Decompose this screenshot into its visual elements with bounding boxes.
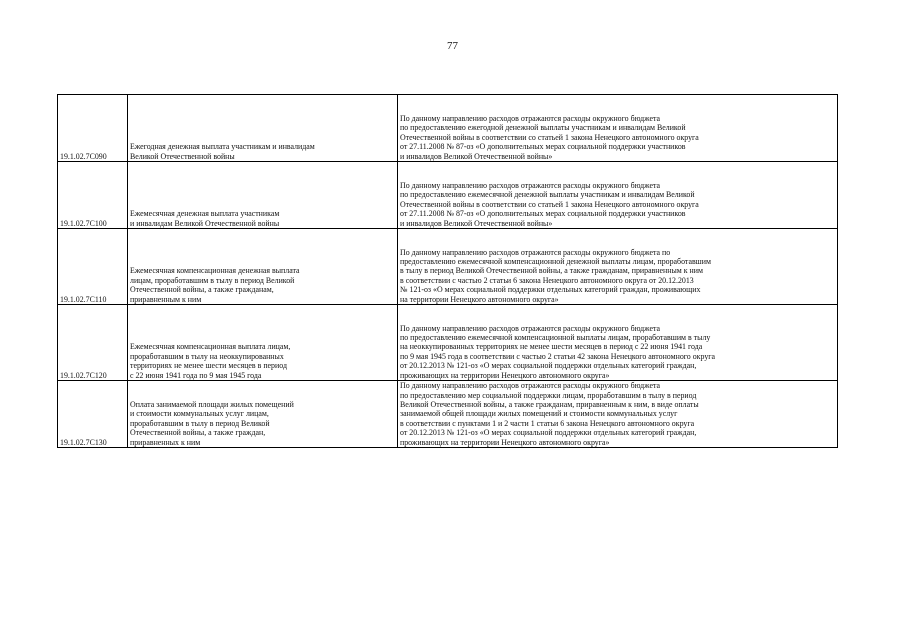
row-code: 19.1.02.7С110 xyxy=(58,229,128,305)
row-description xyxy=(398,162,838,229)
row-name xyxy=(128,229,398,305)
name-line: Отечественной войны, а также граждан, xyxy=(130,428,266,438)
description-line: по 9 мая 1945 года в соответствии с частью 2 статьи 42 закона Ненецкого автономного округа xyxy=(400,351,716,361)
row-name xyxy=(128,162,398,229)
table-row xyxy=(58,162,838,229)
row-code: 19.1.02.7С130 xyxy=(58,381,128,448)
name-line: Отечественной войны, а также гражданам, xyxy=(130,285,274,295)
description-line: и инвалидов Великой Отечественной войны» xyxy=(400,218,553,228)
row-code: 19.1.02.7С090 xyxy=(58,95,128,162)
name-line: проработавшим в тылу на неоккупированных xyxy=(130,351,284,361)
description-line: предоставлению ежемесячной компенсационной денежной выплаты лицам, проработавшим xyxy=(400,256,711,266)
row-description xyxy=(398,229,838,305)
page-number: 77 xyxy=(447,40,458,52)
description-line: в тылу в период Великой Отечественной войны, а также гражданам, приравненным к ним xyxy=(400,266,703,276)
description-line: по предоставлению ежемесячной денежной выплаты участникам и инвалидам Великой xyxy=(400,190,695,200)
name-line: приравненных к ним xyxy=(130,437,201,447)
description-line: по предоставлению ежегодной денежной выплаты участникам и инвалидам Великой xyxy=(400,123,686,133)
description-line: по предоставлению мер социальной поддержки лицам, проработавшим в тылу в период xyxy=(400,390,697,400)
name-line: Великой Отечественной войны xyxy=(130,151,235,161)
budget-classification-table xyxy=(57,94,838,448)
description-line: по предоставлению ежемесячной компенсационной выплаты лицам, проработавшим в тылу xyxy=(400,332,711,342)
row-description xyxy=(398,305,838,381)
description-line: и инвалидов Великой Отечественной войны» xyxy=(400,151,553,161)
name-line: Ежемесячная компенсационная денежная выплата xyxy=(130,266,300,276)
description-line: По данному направлению расходов отражаются расходы окружного бюджета xyxy=(400,180,660,190)
table-row xyxy=(58,305,838,381)
description-line: По данному направлению расходов отражаются расходы окружного бюджета по xyxy=(400,247,671,257)
description-line: от 20.12.2013 № 121-оз «О мерах социальной поддержки отдельных категорий граждан, xyxy=(400,428,697,438)
description-line: Отечественной войны в соответствии со статьей 1 закона Ненецкого автономного округа xyxy=(400,132,699,142)
name-line: с 22 июня 1941 года по 9 мая 1945 года xyxy=(130,370,262,380)
description-line: По данному направлению расходов отражаются расходы окружного бюджета xyxy=(400,113,660,123)
name-line: проработавшим в тылу в период Великой xyxy=(130,418,270,428)
description-line: По данному направлению расходов отражаются расходы окружного бюджета xyxy=(400,381,660,391)
name-line: Ежемесячная денежная выплата участникам xyxy=(130,209,280,219)
row-name xyxy=(128,305,398,381)
name-line: Ежемесячная компенсационная выплата лицам, xyxy=(130,342,291,352)
description-line: проживающих на территории Ненецкого автономного округа» xyxy=(400,370,610,380)
name-line: и инвалидам Великой Отечественной войны xyxy=(130,218,280,228)
row-code: 19.1.02.7С120 xyxy=(58,305,128,381)
description-line: Отечественной войны в соответствии со статьей 1 закона Ненецкого автономного округа xyxy=(400,199,699,209)
table-row xyxy=(58,381,838,448)
table-row xyxy=(58,95,838,162)
description-line: в соответствии с пунктами 1 и 2 части 1 статьи 6 закона Ненецкого автономного округа xyxy=(400,418,695,428)
description-line: в соответствии с частью 2 статьи 6 закона Ненецкого автономного округа от 20.12.2013 xyxy=(400,275,694,285)
row-description xyxy=(398,95,838,162)
description-line: на неоккупированных территориях не менее шести месяцев в период с 22 июня 1941 года xyxy=(400,342,703,352)
description-line: на территории Ненецкого автономного округа» xyxy=(400,294,559,304)
description-line: Великой Отечественной войны, а также гражданам, приравненным к ним, в виде оплаты xyxy=(400,399,699,409)
row-name xyxy=(128,95,398,162)
name-line: Ежегодная денежная выплата участникам и инвалидам xyxy=(130,142,315,152)
table-row xyxy=(58,229,838,305)
name-line: лицам, проработавшим в тылу в период Великой xyxy=(130,275,295,285)
description-line: от 27.11.2008 № 87-оз «О дополнительных мерах социальной поддержки участников xyxy=(400,209,686,219)
description-line: занимаемой общей площади жилых помещений и стоимости коммунальных услуг xyxy=(400,409,678,419)
row-description xyxy=(398,381,838,448)
description-line: По данному направлению расходов отражаются расходы окружного бюджета xyxy=(400,323,660,333)
description-line: № 121-оз «О мерах социальной поддержки отдельных категорий граждан, проживающих xyxy=(400,285,701,295)
description-line: от 20.12.2013 № 121-оз «О мерах социальной поддержки отдельных категорий граждан, xyxy=(400,361,697,371)
description-line: от 27.11.2008 № 87-оз «О дополнительных мерах социальной поддержки участников xyxy=(400,142,686,152)
row-name xyxy=(128,381,398,448)
name-line: и стоимости коммунальных услуг лицам, xyxy=(130,409,269,419)
name-line: приравненным к ним xyxy=(130,294,202,304)
name-line: территориях не менее шести месяцев в период xyxy=(130,361,287,371)
row-code: 19.1.02.7С100 xyxy=(58,162,128,229)
name-line: Оплата занимаемой площади жилых помещений xyxy=(130,399,294,409)
description-line: проживающих на территории Ненецкого автономного округа» xyxy=(400,437,610,447)
